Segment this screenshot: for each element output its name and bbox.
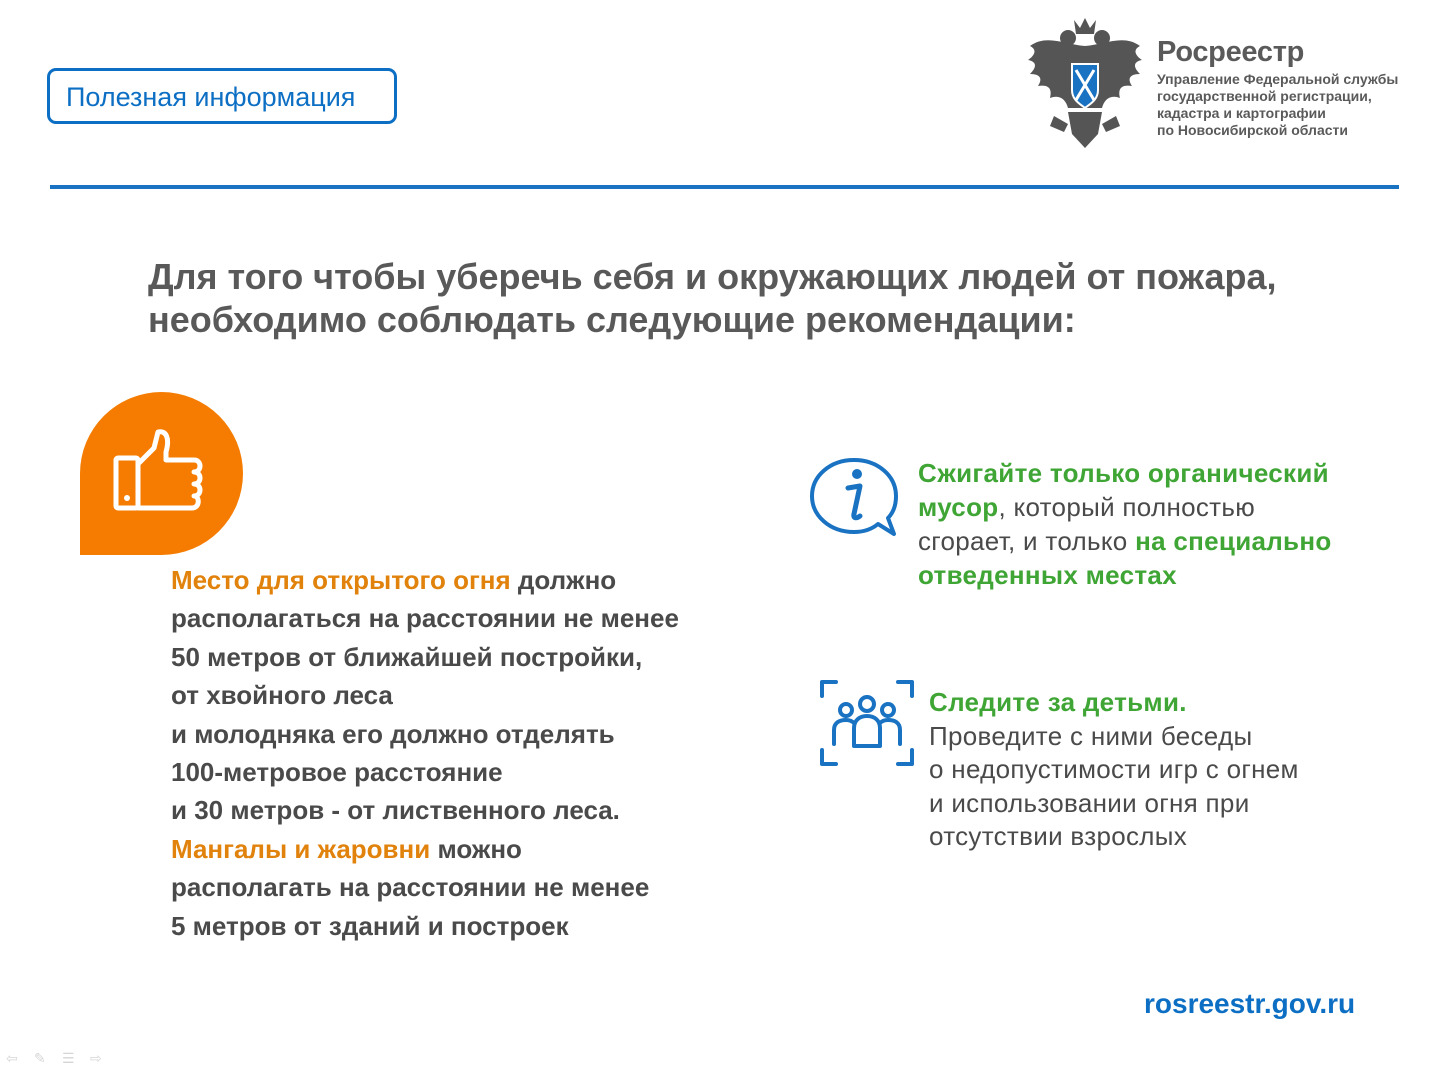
org-name: Росреестр xyxy=(1157,36,1305,68)
org-subtitle-line: Управление Федеральной службы xyxy=(1157,71,1399,87)
text-line: и молодняка его должно отделять xyxy=(171,718,615,749)
text-fragment: должно xyxy=(510,565,617,595)
headline-line: Для того чтобы уберечь себя и окружающих людей от пожара, xyxy=(148,256,1277,297)
website-link[interactable]: rosreestr.gov.ru xyxy=(1144,988,1356,1019)
page-headline xyxy=(148,255,1348,341)
text-line: и использовании огня при xyxy=(929,787,1250,818)
highlight: отведенных местах xyxy=(918,560,1177,590)
highlight: Место для открытого огня xyxy=(171,565,511,595)
highlight: на специально xyxy=(1135,526,1332,556)
text-line xyxy=(918,558,1418,592)
thumbs-up-icon xyxy=(110,428,210,518)
headline-line: необходимо соблюдать следующие рекомендации: xyxy=(148,299,1076,340)
group-of-people-icon xyxy=(818,678,916,768)
children-supervision-tip xyxy=(929,686,1409,854)
text-line: 50 метров от ближайшей постройки, xyxy=(171,641,643,672)
text-line xyxy=(171,830,771,868)
arrow-left-icon[interactable]: ⇦ xyxy=(6,1050,18,1066)
text-line: Проведите с ними беседы xyxy=(929,720,1253,751)
org-subtitle-line: по Новосибирской области xyxy=(1157,122,1348,138)
tip-title: Следите за детьми. xyxy=(929,687,1187,717)
open-fire-rules xyxy=(171,561,771,945)
slideshow-nav xyxy=(6,1050,108,1066)
org-subtitle-line: государственной регистрации, xyxy=(1157,88,1372,104)
highlight: Мангалы и жаровни xyxy=(171,833,431,864)
text-line: 5 метров от зданий и построек xyxy=(171,910,569,941)
text-line xyxy=(171,561,771,599)
menu-icon[interactable]: ☰ xyxy=(62,1050,75,1066)
pen-icon[interactable]: ✎ xyxy=(34,1050,46,1066)
text-line xyxy=(918,456,1418,490)
text-line: о недопустимости игр с огнем xyxy=(929,754,1299,784)
arrow-right-icon[interactable]: ⇨ xyxy=(90,1050,102,1066)
text-line: и 30 метров - от лиственного леса. xyxy=(171,795,620,826)
text-line: от хвойного леса xyxy=(171,680,393,711)
info-speech-bubble-icon xyxy=(808,456,900,540)
text-line xyxy=(918,524,1418,558)
header-divider xyxy=(50,185,1399,189)
org-subtitle xyxy=(1157,71,1398,139)
text-line xyxy=(918,490,1418,524)
text-fragment: , который полностью xyxy=(998,492,1256,522)
text-fragment: можно xyxy=(430,833,522,864)
organic-waste-tip xyxy=(918,456,1418,592)
text-line: располагать на расстоянии не менее xyxy=(171,872,650,903)
highlight: Сжигайте только органический xyxy=(918,458,1329,488)
text-fragment: сгорает, и только xyxy=(918,526,1136,556)
text-line: располагаться на расстоянии не менее xyxy=(171,603,679,634)
useful-info-badge: Полезная информация xyxy=(47,68,397,124)
text-line: 100-метровое расстояние xyxy=(171,757,503,788)
highlight: мусор xyxy=(918,492,999,522)
double-headed-eagle-emblem-icon xyxy=(1024,16,1146,151)
org-subtitle-line: кадастра и картографии xyxy=(1157,105,1326,121)
text-line: отсутствии взрослых xyxy=(929,821,1188,851)
thumbs-up-bubble xyxy=(80,392,243,555)
